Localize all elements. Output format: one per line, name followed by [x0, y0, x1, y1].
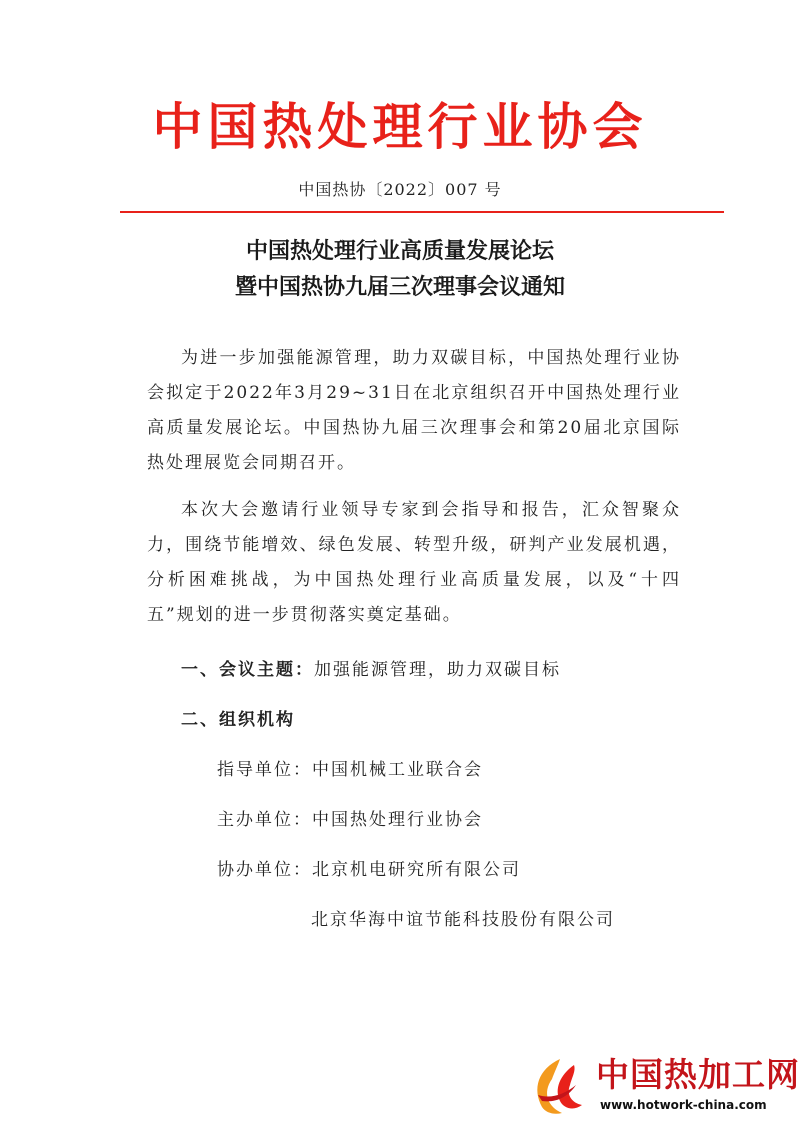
organizer-guide: 指导单位：中国机械工业联合会: [217, 760, 483, 780]
paragraph-intro: 为进一步加强能源管理，助力双碳目标，中国热处理行业协会拟定于2022年3月29~31日在北京组织召开中国热处理行业高质量发展论坛。中国热协九届三次理事会和第20届北京国际热处理展览会同期召开。: [147, 348, 681, 473]
section-organization: [147, 695, 681, 745]
document-body: [147, 341, 681, 945]
section-theme-heading: 一、会议主题：: [181, 660, 314, 680]
logo-name: 中国热加工网: [596, 1055, 800, 1094]
section-organization-heading: 二、组织机构: [181, 710, 295, 730]
notice-title: [0, 234, 800, 306]
organizer-co-host: 协办单位：北京机电研究所有限公司: [217, 860, 521, 880]
section-theme-text: 加强能源管理，助力双碳目标: [314, 660, 561, 680]
paragraph-purpose: 本次大会邀请行业领导专家到会指导和报告，汇众智聚众力，围绕节能增效、绿色发展、转型升级，研判产业发展机遇，分析困难挑战，为中国热处理行业高质量发展，以及“十四五”规划的进一步贯彻落实奠定基础。: [147, 500, 681, 625]
watermark-logo: [530, 1053, 800, 1119]
flame-logo-icon: [530, 1055, 594, 1115]
flame-inner: [558, 1065, 582, 1108]
section-theme: [147, 645, 681, 695]
notice-title-line-2: 暨中国热协九届三次理事会议通知: [234, 275, 565, 300]
red-divider: [120, 211, 724, 213]
notice-title-line-1: 中国热处理行业高质量发展论坛: [245, 239, 554, 264]
doc-number: 中国热协〔2022〕007 号: [298, 180, 502, 199]
org-title: 中国热处理行业协会: [152, 98, 648, 156]
logo-url: www.hotwork-china.com: [600, 1098, 767, 1112]
organizer-host: 主办单位：中国热处理行业协会: [217, 810, 483, 830]
organizer-co-host-2: 北京华海中谊节能科技股份有限公司: [311, 910, 615, 930]
